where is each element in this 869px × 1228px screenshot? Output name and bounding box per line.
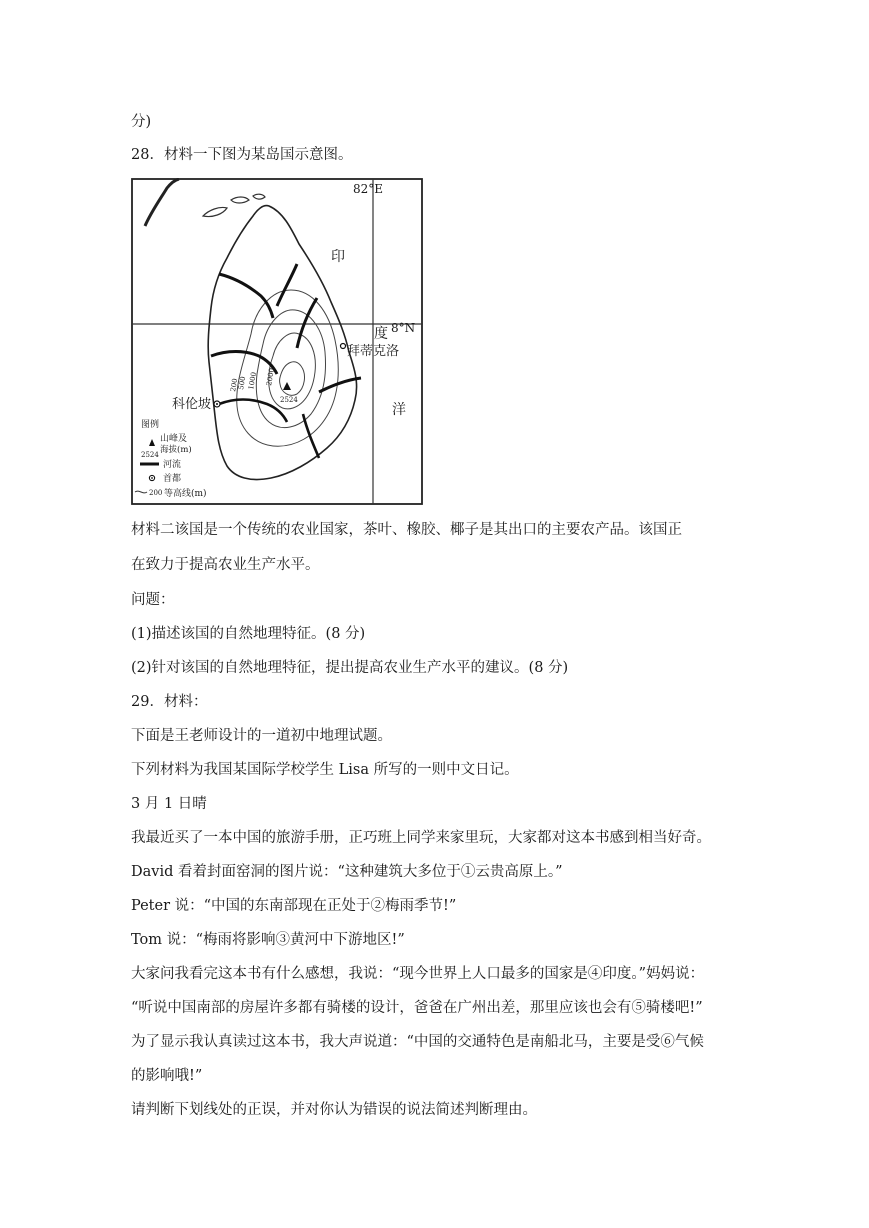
- contour-label-500: 500: [237, 375, 248, 391]
- ocean-char-2: 度: [374, 326, 388, 342]
- text-line: 3 月 1 日晴: [131, 796, 207, 812]
- latitude-label: 8°N: [391, 321, 416, 335]
- island-map-figure: [131, 178, 423, 505]
- legend-title: 图例: [141, 420, 160, 430]
- text-line: 我最近买了一本中国的旅游手册，正巧班上同学来家里玩，大家都对这本书感到相当好奇。: [131, 830, 711, 846]
- text-line: 在致力于提高农业生产水平。: [131, 557, 320, 573]
- text-line: 请判断下划线处的正误，并对你认为错误的说法简述判断理由。: [131, 1102, 537, 1118]
- text-line: (2)针对该国的自然地理特征，提出提高农业生产水平的建议。(8 分): [131, 660, 569, 676]
- text-line: 分): [131, 114, 152, 130]
- text-line: David 看着封面窑洞的图片说：“这种建筑大多位于①云贵高原上。”: [131, 864, 563, 880]
- legend-peak-label-1: 山峰及: [160, 434, 188, 444]
- legend-contour-label: 等高线(m): [164, 489, 207, 499]
- longitude-label: 82°E: [353, 182, 384, 196]
- legend-peak-label-2: 海拔(m): [160, 445, 192, 455]
- contour-label-200: 200: [229, 377, 240, 393]
- peak-elevation: 2524: [280, 396, 298, 404]
- capital-label: 科伦坡: [172, 397, 212, 412]
- text-line: 下面是王老师设计的一道初中地理试题。: [131, 728, 392, 744]
- contour-label-2000: 2000: [265, 367, 277, 387]
- legend-river-label: 河流: [163, 460, 182, 470]
- text-line: (1)描述该国的自然地理特征。(8 分): [131, 626, 366, 642]
- text-line: 大家问我看完这本书有什么感想，我说：“现今世界上人口最多的国家是④印度。”妈妈说：: [131, 966, 705, 982]
- text-line: Peter 说：“中国的东南部现在正处于②梅雨季节!”: [131, 898, 457, 914]
- text-line: 29．材料：: [131, 694, 208, 710]
- text-line: 材料二该国是一个传统的农业国家，茶叶、橡胶、椰子是其出口的主要农产品。该国正: [131, 522, 682, 538]
- text-line: Tom 说：“梅雨将影响③黄河中下游地区!”: [131, 932, 405, 948]
- contour-label-1000: 1000: [247, 371, 259, 391]
- legend-contour-value: 200: [149, 489, 163, 497]
- legend-capital-label: 首都: [163, 474, 182, 484]
- text-line: 的影响哦!”: [131, 1068, 203, 1084]
- ocean-char-3: 洋: [392, 402, 406, 418]
- city-east-marker: [341, 344, 346, 349]
- ocean-char-1: 印: [331, 249, 345, 265]
- text-line: 28．材料一下图为某岛国示意图。: [131, 147, 353, 163]
- text-line: 下列材料为我国某国际学校学生 Lisa 所写的一则中文日记。: [131, 762, 519, 778]
- legend-peak-value: 2524: [141, 451, 159, 459]
- city-east-label: 拜蒂克洛: [347, 344, 400, 359]
- text-line: 问题：: [131, 592, 175, 608]
- text-line: “听说中国南部的房屋许多都有骑楼的设计，爸爸在广州出差，那里应该也会有⑤骑楼吧!”: [131, 1000, 703, 1016]
- text-line: 为了显示我认真读过这本书，我大声说道：“中国的交通特色是南船北马，主要是受⑥气候: [131, 1034, 704, 1050]
